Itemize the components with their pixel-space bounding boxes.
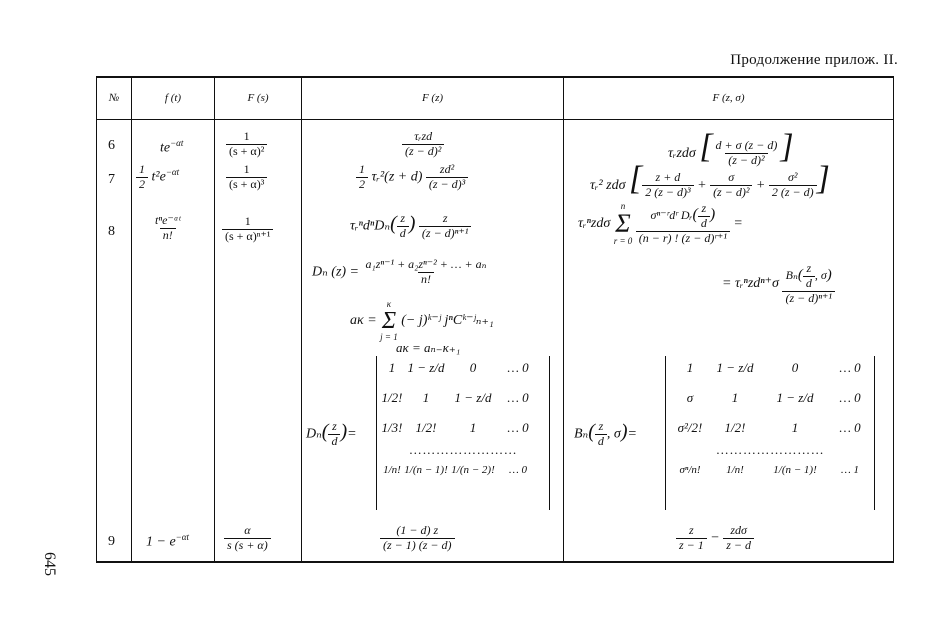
table-top-rule	[96, 76, 894, 78]
page-number: 645	[41, 552, 58, 576]
ft-cell: $1 - e^{-\alpha t}$	[146, 532, 189, 550]
ft-cell: $te^{-\alpha t}$	[160, 138, 184, 156]
matrix-cell: … 0	[507, 390, 529, 405]
fz-cell: τᵣⁿdⁿDₙ( $\frac{z}{d}$ ) $\frac{z}{\text{(z − d)ⁿ⁺¹}}$	[350, 212, 471, 241]
matrix-cell: σⁿ/n!	[679, 464, 701, 476]
matrix-cell: 1	[388, 360, 396, 375]
matrix-cell: … 0	[507, 360, 529, 375]
fs-cell: $\frac{\alpha}{s (s + \alpha)}$	[224, 524, 271, 553]
matrix-cell: σ²/2!	[677, 420, 703, 435]
dn-definition: Dₙ (z) = $\frac{\text{a₁zⁿ⁻¹ + a₂zⁿ⁻² + … + aₙ}}{n!}$	[312, 257, 487, 286]
ft-cell: $\frac{1}{2}$ $t^2e^{-\alpha t}$	[136, 163, 179, 192]
matrix-cell: 1/n!	[383, 464, 401, 476]
dn-matrix-right-bar	[549, 356, 550, 510]
col-divider	[301, 76, 302, 563]
header-fz: F (z)	[421, 92, 444, 104]
matrix-dots: ……………………	[409, 442, 519, 457]
bn-matrix-right-bar	[874, 356, 875, 510]
matrix-cell: 1 − z/d	[716, 360, 754, 375]
fzs-cell: τᵣⁿzdσ n Σ r = 0 σⁿ⁻ʳdʳ Dᵣ( $\frac{z}{d}$ ) (n − r) ! (z − d)ʳ⁺¹ =	[578, 201, 743, 246]
fzs-cell: τᵣzdσ [ $\frac{d + \sigma (z - d)}{\text{(z − d)²}}$ ]	[668, 128, 794, 168]
bn-matrix-lhs: Bₙ( $\frac{z}{d}$ , σ)=	[574, 419, 637, 448]
header-fzs: F (z, σ)	[712, 92, 745, 104]
fs-cell: $\frac{1}{\text{(s + α)ⁿ⁺¹}}$	[222, 215, 273, 244]
bn-matrix	[670, 360, 872, 476]
matrix-cell: 1	[731, 390, 739, 405]
fzs-continuation: = τᵣⁿzdⁿ⁺σ Bₙ( $\frac{z}{d}$ , σ) (z − d)ⁿ⁺¹	[722, 262, 835, 305]
matrix-cell: 1	[469, 420, 477, 435]
fz-cell: $\frac{1}{2}$ τᵣ²(z + d) $\frac{\text{zd²}}{\text{(z − d)³}}$	[356, 163, 468, 192]
col-divider	[893, 76, 894, 563]
matrix-cell: 0	[791, 360, 799, 375]
fs-cell: $\frac{1}{\text{(s + α)³}}$	[226, 163, 267, 192]
matrix-cell: 0	[469, 360, 477, 375]
matrix-cell: … 0	[839, 390, 861, 405]
dn-matrix	[380, 360, 548, 476]
matrix-cell: … 0	[507, 420, 529, 435]
table-bottom-rule	[96, 561, 894, 563]
fzs-cell: τᵣ² zdσ [ $\frac{z + d}{\text{2 (z − d)³}}$ + $\frac{\sigma}{\text{(z − d)²}}$ + $\frac{\text{σ²}}{2 (z - d)}$ ]	[590, 160, 830, 200]
col-divider	[214, 76, 215, 563]
fzs-cell: $\frac{z}{z - 1}$ − $\frac{\text{zdσ}}{z - d}$	[676, 524, 754, 553]
matrix-cell: 1	[422, 390, 430, 405]
matrix-cell: 1 − z/d	[407, 360, 445, 375]
matrix-cell: … 0	[839, 420, 861, 435]
row-number: 7	[108, 172, 115, 187]
matrix-cell: … 0	[839, 360, 861, 375]
ak-definition: aκ = κ Σ j = 1 (− j)ᵏ⁻ʲ jⁿCᵏ⁻ʲₙ₊₁	[350, 299, 494, 342]
fz-cell: $\frac{\text{τᵣzd}}{\text{(z − d)²}}$	[402, 130, 444, 159]
matrix-cell: 1/2!	[724, 420, 746, 435]
col-divider	[563, 76, 564, 563]
fz-cell: $\frac{(1 - d) z}{(z - 1) (z - d)}$	[380, 524, 455, 553]
matrix-cell: 1	[686, 360, 694, 375]
row-number: 6	[108, 138, 115, 153]
bn-matrix-left-bar	[665, 356, 666, 510]
matrix-cell: 1/2!	[381, 390, 403, 405]
ft-cell: $\frac{\text{tⁿe⁻ᵅᵗ}}{n!}$	[155, 213, 181, 242]
dn-matrix-left-bar	[376, 356, 377, 510]
matrix-cell: … 0	[508, 464, 528, 476]
row-number: 9	[108, 534, 115, 549]
matrix-cell: 1/2!	[415, 420, 437, 435]
matrix-cell: 1/(n − 2)!	[451, 464, 495, 476]
matrix-cell: 1 − z/d	[776, 390, 814, 405]
dn-matrix-lhs: Dₙ( $\frac{z}{d}$ )=	[306, 419, 357, 448]
table-header-rule	[96, 119, 894, 120]
matrix-cell: … 1	[840, 464, 860, 476]
header-fs: F (s)	[247, 92, 269, 104]
matrix-dots: ……………………	[716, 442, 826, 457]
matrix-cell: 1	[791, 420, 799, 435]
row-number: 8	[108, 224, 115, 239]
col-divider	[131, 76, 132, 563]
fs-cell: $\frac{1}{\text{(s + α)²}}$	[226, 130, 267, 159]
ak-identity: aκ = aₙ₋κ₊₁	[396, 340, 461, 355]
matrix-cell: 1/(n − 1)!	[404, 464, 448, 476]
col-divider	[96, 76, 97, 563]
continuation-note: Продолжение прилож. II.	[730, 52, 898, 68]
header-ft: f (t)	[164, 92, 182, 104]
matrix-cell: 1/3!	[381, 420, 403, 435]
header-no: №	[108, 92, 120, 104]
matrix-cell: σ	[686, 390, 694, 405]
matrix-cell: 1/(n − 1)!	[773, 464, 817, 476]
matrix-cell: 1 − z/d	[454, 390, 492, 405]
matrix-cell: 1/n!	[726, 464, 744, 476]
